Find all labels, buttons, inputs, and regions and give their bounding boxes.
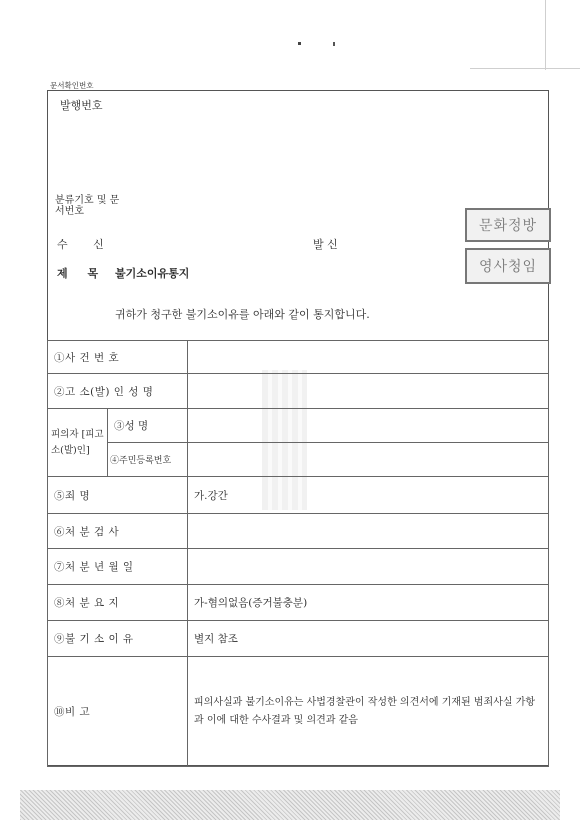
prosecutor-value [188, 514, 549, 549]
suspect-name-label: ③성 명 [108, 409, 188, 443]
case-number-label: ①사 건 번 호 [48, 341, 188, 374]
table-row [48, 477, 549, 514]
reason-value: 별지 참조 [188, 621, 549, 657]
remarks-value: 피의사실과 불기소이유는 사법경찰관이 작성한 의견서에 기재된 범죄사실 가항과 이에 대한 수사결과 및 의견과 같음 [188, 657, 549, 767]
disposition-date-label: ⑦처 분 년 월 일 [48, 549, 188, 585]
prosecutor-label: ⑥처 분 검 사 [48, 514, 188, 549]
table-row [48, 374, 549, 409]
remarks-label: ⑩비 고 [48, 657, 188, 767]
notice-table [47, 340, 549, 767]
scan-mark [333, 42, 335, 46]
doc-confirm-label: 문서확인번호 [50, 81, 94, 90]
table-row [48, 549, 549, 585]
disposition-summary-label: ⑧처 분 요 지 [48, 585, 188, 621]
classification-label: 분류기호 및 문서번호 [55, 195, 120, 217]
table-row [48, 621, 549, 657]
table-row [48, 443, 549, 477]
charge-label: ⑤죄 명 [48, 477, 188, 514]
suspect-group-label: 피의자 [피고소(발)인] [48, 409, 108, 477]
suspect-id-value [188, 443, 549, 477]
issue-number-label: 발행번호 [60, 99, 103, 112]
table-row [48, 341, 549, 374]
charge-value: 가.강간 [188, 477, 549, 514]
disposition-date-value [188, 549, 549, 585]
subject-value: 불기소이유통지 [115, 267, 190, 280]
scan-noise-strip [20, 790, 560, 820]
suspect-name-value [188, 409, 549, 443]
table-row [48, 585, 549, 621]
official-seal-bottom [465, 248, 551, 284]
table-row [48, 514, 549, 549]
recipient-label: 수 신 [57, 238, 104, 251]
disposition-summary-value: 가-혐의없음(증거불충분) [188, 585, 549, 621]
table-row [48, 409, 549, 443]
scan-mark [298, 42, 301, 45]
sender-label: 발 신 [313, 238, 338, 251]
table-row [48, 657, 549, 767]
seal-top-text: 문화정방 [478, 218, 538, 234]
case-number-value [188, 341, 549, 374]
suspect-id-label: ④주민등록번호 [108, 443, 188, 477]
scan-edge-line [470, 68, 580, 69]
seal-bottom-text: 영사청임 [478, 259, 538, 275]
complainant-name-label: ②고 소(발) 인 성 명 [48, 374, 188, 409]
intro-text: 귀하가 청구한 불기소이유를 아래와 같이 통지합니다. [115, 308, 370, 321]
subject-label: 제 목 [57, 267, 99, 280]
complainant-name-value [188, 374, 549, 409]
official-seal-top [465, 208, 551, 242]
reason-label: ⑨불 기 소 이 유 [48, 621, 188, 657]
scan-edge-line [545, 0, 546, 70]
